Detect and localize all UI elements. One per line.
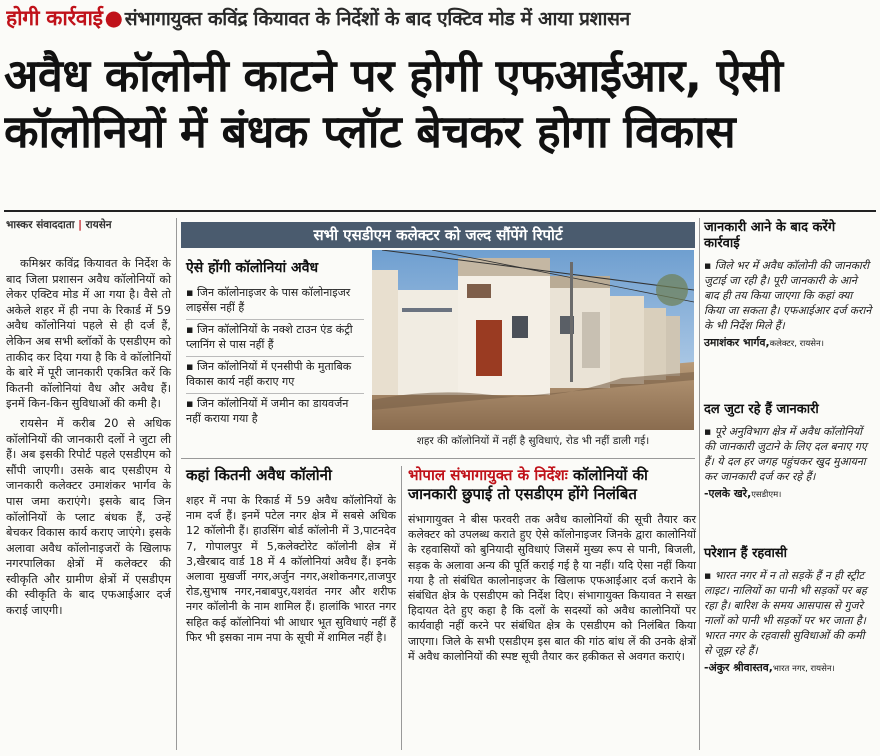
count-section	[186, 466, 396, 645]
sidebar-attribution: -एलके खरे,एसडीएम।	[704, 487, 782, 500]
illegal-criteria-box	[186, 258, 364, 430]
illegal-bullet: ▪ जिन कॉलोनियों के नक्शे टाउन एंड कंट्री प्लानिंग से पास नहीं हैं	[186, 320, 364, 357]
colony-photo	[372, 250, 694, 430]
bhopal-text: संभागायुक्त ने बीस फरवरी तक अवैध कालोनियों की सूची तैयार कर कलेक्टर को उपलब्ध कराते हुए ऐसे कॉलोनाइजर जिनके द्वारा कालोनियों के रहवासियों को बुनियादी सुविधाएं जिसमें मुख्य रूप से पानी, बिजली, सड़क के अलावा अन्य की पूर्ति कराई गई है या नहीं। यदि ऐसा नहीं किया गया है तो संबंधित कालोनाइजर के खिलाफ एफआईआर दर्ज कराने के संबंधित क्षेत्र के एसडीएम को निर्देश दिए। संभागायुक्त कियावत ने सख्त हिदायत देते हुए कहा है कि दलों के सदस्यों को अवैध कालोनियों पर कार्यवाही नहीं करने पर संबंधित क्षेत्र के एसडीएम को निलंबित किया जाएगा। जिले के सभी एसडीएम इस बात की गांठ बांध लें की उनके क्षेत्रों में अवैध कालोनियों की स्पष्ट सूची तैयार कर हकीकत से अवगत कराएं।	[408, 513, 696, 663]
sidebar-attribution: -अंकुर श्रीवास्तव,भारत नगर, रायसेन।	[704, 661, 835, 674]
headline-line-2: कॉलोनियों में बंधक प्लॉट बेचकर होगा विकास	[4, 105, 736, 158]
sidebar-block-2	[704, 402, 874, 501]
count-heading: कहां कितनी अवैध कॉलोनी	[186, 466, 332, 484]
sidebar-rule	[699, 218, 700, 750]
kicker-tag: होगी कार्रवाई	[6, 6, 103, 30]
headline-line-1: अवैध कॉलोनी काटने पर होगी एफआईआर, ऐसी	[4, 49, 783, 102]
illegal-bullet: ▪ जिन कॉलोनियों में जमीन का डायवर्जन नहीं कराया गया है	[186, 397, 349, 425]
left-column	[6, 256, 171, 623]
byline-place: रायसेन	[85, 219, 112, 231]
mid-rule	[181, 458, 695, 459]
byline-separator: |	[78, 219, 82, 231]
section-banner: सभी एसडीएम कलेक्टर को जल्द सौंपेंगे रिपोर्ट	[181, 222, 695, 248]
headline	[4, 48, 876, 160]
sidebar-quote: ▪ भारत नगर में न तो सड़कें हैं न ही स्ट्रीट लाइट। नालियों का पानी भी सड़कों पर बह रहा है। बारिश के समय आसपास से गुजरे नालों को पानी भी सड़कों पर भर जाता है। भारत नगर के रहवासी सुविधाओं की कमी से जूझ रहे हैं।	[704, 569, 867, 657]
sidebar-quote: ▪ जिले भर में अवैध कॉलोनी की जानकारी जुटाई जा रही है। पूरी जानकारी के आने बाद ही तय किया जाएगा कि कहां क्या किया जा सकता है। एफआईआर दर्ज कराने के भी निर्देश मिले हैं।	[704, 259, 872, 332]
kicker-text: संभागायुक्त कविंद्र कियावत के निर्देशों के बाद एक्टिव मोड में आया प्रशासन	[124, 8, 630, 30]
sidebar-block-3	[704, 546, 874, 675]
bhopal-heading	[408, 466, 696, 504]
kicker-line	[6, 4, 874, 38]
bhopal-tag: भोपाल संभागायुक्त के निर्देशः	[408, 466, 568, 484]
illegal-box-title: ऐसे होंगी कॉलोनियां अवैध	[186, 260, 319, 276]
bhopal-title: कॉलोनियों की जानकारी छुपाई तो एसडीएम होंगे निलंबित	[408, 466, 648, 503]
count-text: शहर में नपा के रिकार्ड में 59 अवैध कॉलोनियों के नाम दर्ज हैं। इनमें पटेल नगर क्षेत्र में सबसे अधिक 12 कॉलोनी हैं। हाउसिंग बोर्ड कॉलोनी में 3,पाटनदेव 7, गोपालपुर में 5,कलेक्टोरेट कॉलोनी क्षेत्र में 3,खैरबाद वार्ड 18 में 4 कॉलोनियां अवैध हैं। इनके अलावा मुखर्जी नगर,अर्जुन नगर,अशोकनगर,ताजपुर रोड,सुभाष नगर,नबाबपुर,यशवंत नगर और शरीफ नगर कॉलोनी के नाम शामिल हैं। हालांकि भारत नगर सहित कई कॉलोनियां भी आधार भूत सुविधाएं नहीं हैं फिर भी इसका नाम नपा के सूची में शामिल नहीं है।	[186, 494, 396, 644]
illegal-bullet: ▪ जिन कॉलोनियों में एनसीपी के मुताबिक विकास कार्य नहीं कराए गए	[186, 357, 364, 394]
sidebar-heading: जानकारी आने के बाद करेंगे कार्रवाई	[704, 220, 836, 251]
left-paragraph-2: रायसेन में करीब 20 से अधिक कॉलोनियों की जानकारी दलों ने जुटा ली हैं। अब इसकी रिपोर्ट पहले एसडीएम को सौंपी जाएगी। उसके बाद एसडीएम ये जानकारी कलेक्टर उमाशंकर भार्गव के पास जमा कराएंगे। इसके बाद जिन कॉलोनियों के प्लाट बंधक हैं, उन्हें बेचकर विकास कार्य कराए जाएंगे। इसके अलावा अवैध कॉलोनाइजरों के खिलाफ नगरपालिका क्षेत्रों में कलेक्टर की स्वीकृति और ग्रामीण क्षेत्रों में एसडीएम की स्वीकृति के बाद एफआईआर दर्ज कराई जाएगी।	[6, 416, 171, 618]
bhopal-section	[408, 466, 696, 664]
bullet-dot-icon: ●	[104, 6, 123, 30]
headline-rule	[4, 210, 876, 212]
byline-reporter: भास्कर संवाददाता	[6, 219, 75, 231]
count-bhopal-rule	[401, 466, 402, 750]
photo-caption: शहर की कॉलोनियों में नहीं है सुविधाएं, रोड भी नहीं डाली गई।	[416, 435, 650, 447]
sidebar-quote: ▪ पूरे अनुविभाग क्षेत्र में अवैध कॉलोनियों की जानकारी जुटाने के लिए दल बनाए गए हैं। ये दल हर जगह पहुंचकर खुद मुआयना कर जानकारी दर्ज कर रहे हैं।	[704, 425, 867, 483]
sidebar-heading: परेशान हैं रहवासी	[704, 546, 788, 561]
sidebar-attribution: उमाशंकर भार्गव,कलेक्टर, रायसेन।	[704, 336, 824, 349]
illegal-bullet: ▪ जिन कॉलोनाइजर के पास कॉलोनाइजर लाइसेंस नहीं हैं	[186, 283, 364, 320]
byline	[6, 218, 112, 232]
sidebar-block-1	[704, 220, 874, 350]
left-paragraph-1: कमिश्नर कविंद्र कियावत के निर्देश के बाद जिला प्रशासन अवैध कॉलोनियों को लेकर एक्टिव मोड में आ गया है। वैसे तो अकेले शहर में ही नपा के रिकार्ड में 59 अवैध कॉलोनियां पहले से ही दर्ज हैं, लेकिन अब सभी ब्लॉकों के एसडीएम को ताकीद कर दिया गया है कि वे कॉलोनियों के बारे में पूरी जानकारी एकत्रित करें कि कितनी कॉलोनियां वैध और अवैध हैं। इनमें किन-किन सुविधाओं की कमी है।	[6, 257, 171, 411]
colony-street-image	[372, 250, 694, 430]
sidebar-heading: दल जुटा रहे हैं जानकारी	[704, 402, 819, 417]
left-column-rule	[176, 218, 177, 750]
